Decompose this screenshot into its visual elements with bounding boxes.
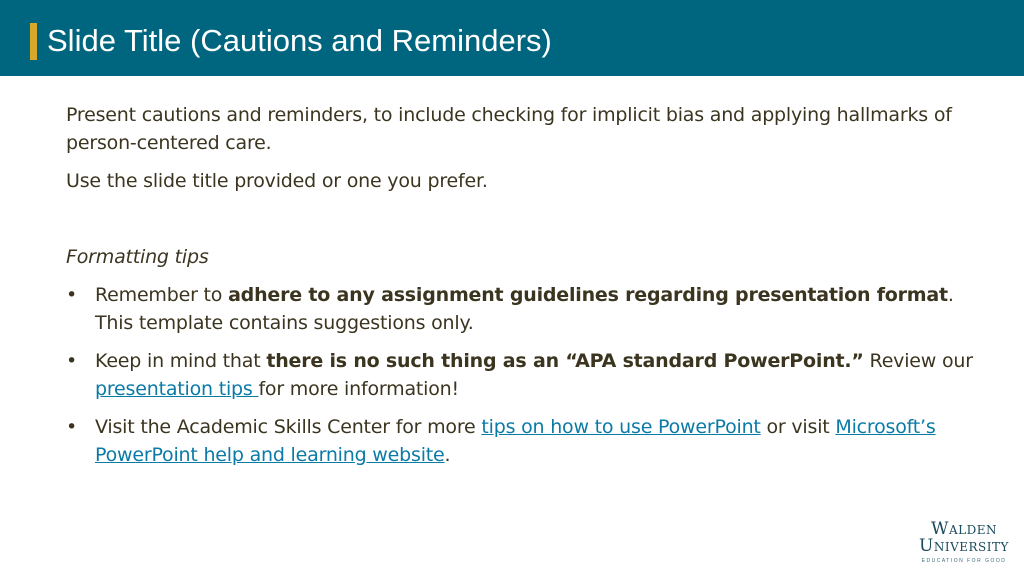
tip-emphasis: adhere to any assignment guidelines regarding presentation format xyxy=(228,284,948,306)
tip-text: or visit xyxy=(760,416,836,438)
powerpoint-tips-link[interactable]: tips on how to use PowerPoint xyxy=(481,416,761,438)
tip-emphasis: there is no such thing as an “APA standard PowerPoint.” xyxy=(266,350,864,372)
tip-text: . This template contains suggestions only. xyxy=(95,284,954,334)
tip-text: . xyxy=(444,444,451,466)
tip-item-academic-skills xyxy=(66,413,981,469)
logo-line-university: University xyxy=(919,536,1009,556)
tips-list xyxy=(66,281,981,469)
slide-body xyxy=(66,101,981,479)
walden-university-logo xyxy=(912,521,1016,564)
tip-text: for more information! xyxy=(258,378,459,400)
slide-title: Slide Title (Cautions and Reminders) xyxy=(47,23,552,58)
tip-text: Remember to xyxy=(95,284,229,306)
tip-item-assignment-guidelines xyxy=(66,281,981,337)
microsoft-help-link[interactable]: Microsoft’s PowerPoint help and learning website xyxy=(95,416,936,466)
bullet-icon: • xyxy=(66,284,78,306)
formatting-tips-heading: Formatting tips xyxy=(66,246,209,268)
title-accent-bar xyxy=(30,23,37,60)
title-bar xyxy=(0,0,1024,76)
tip-text: Keep in mind that xyxy=(95,350,267,372)
tip-text: Visit the Academic Skills Center for more xyxy=(95,416,482,438)
tip-item-apa-powerpoint xyxy=(66,347,981,403)
intro-paragraph: Present cautions and reminders, to include checking for implicit bias and applying hallmarks of person-centered care. xyxy=(66,104,952,154)
bullet-icon: • xyxy=(66,416,78,438)
bullet-icon: • xyxy=(66,350,78,372)
presentation-tips-link[interactable]: presentation tips xyxy=(95,378,259,400)
logo-line-walden: Walden xyxy=(931,519,997,539)
title-note-paragraph: Use the slide title provided or one you prefer. xyxy=(66,170,488,192)
tip-text: Review our xyxy=(863,350,973,372)
logo-tagline: EDUCATION FOR GOOD xyxy=(921,558,1007,564)
